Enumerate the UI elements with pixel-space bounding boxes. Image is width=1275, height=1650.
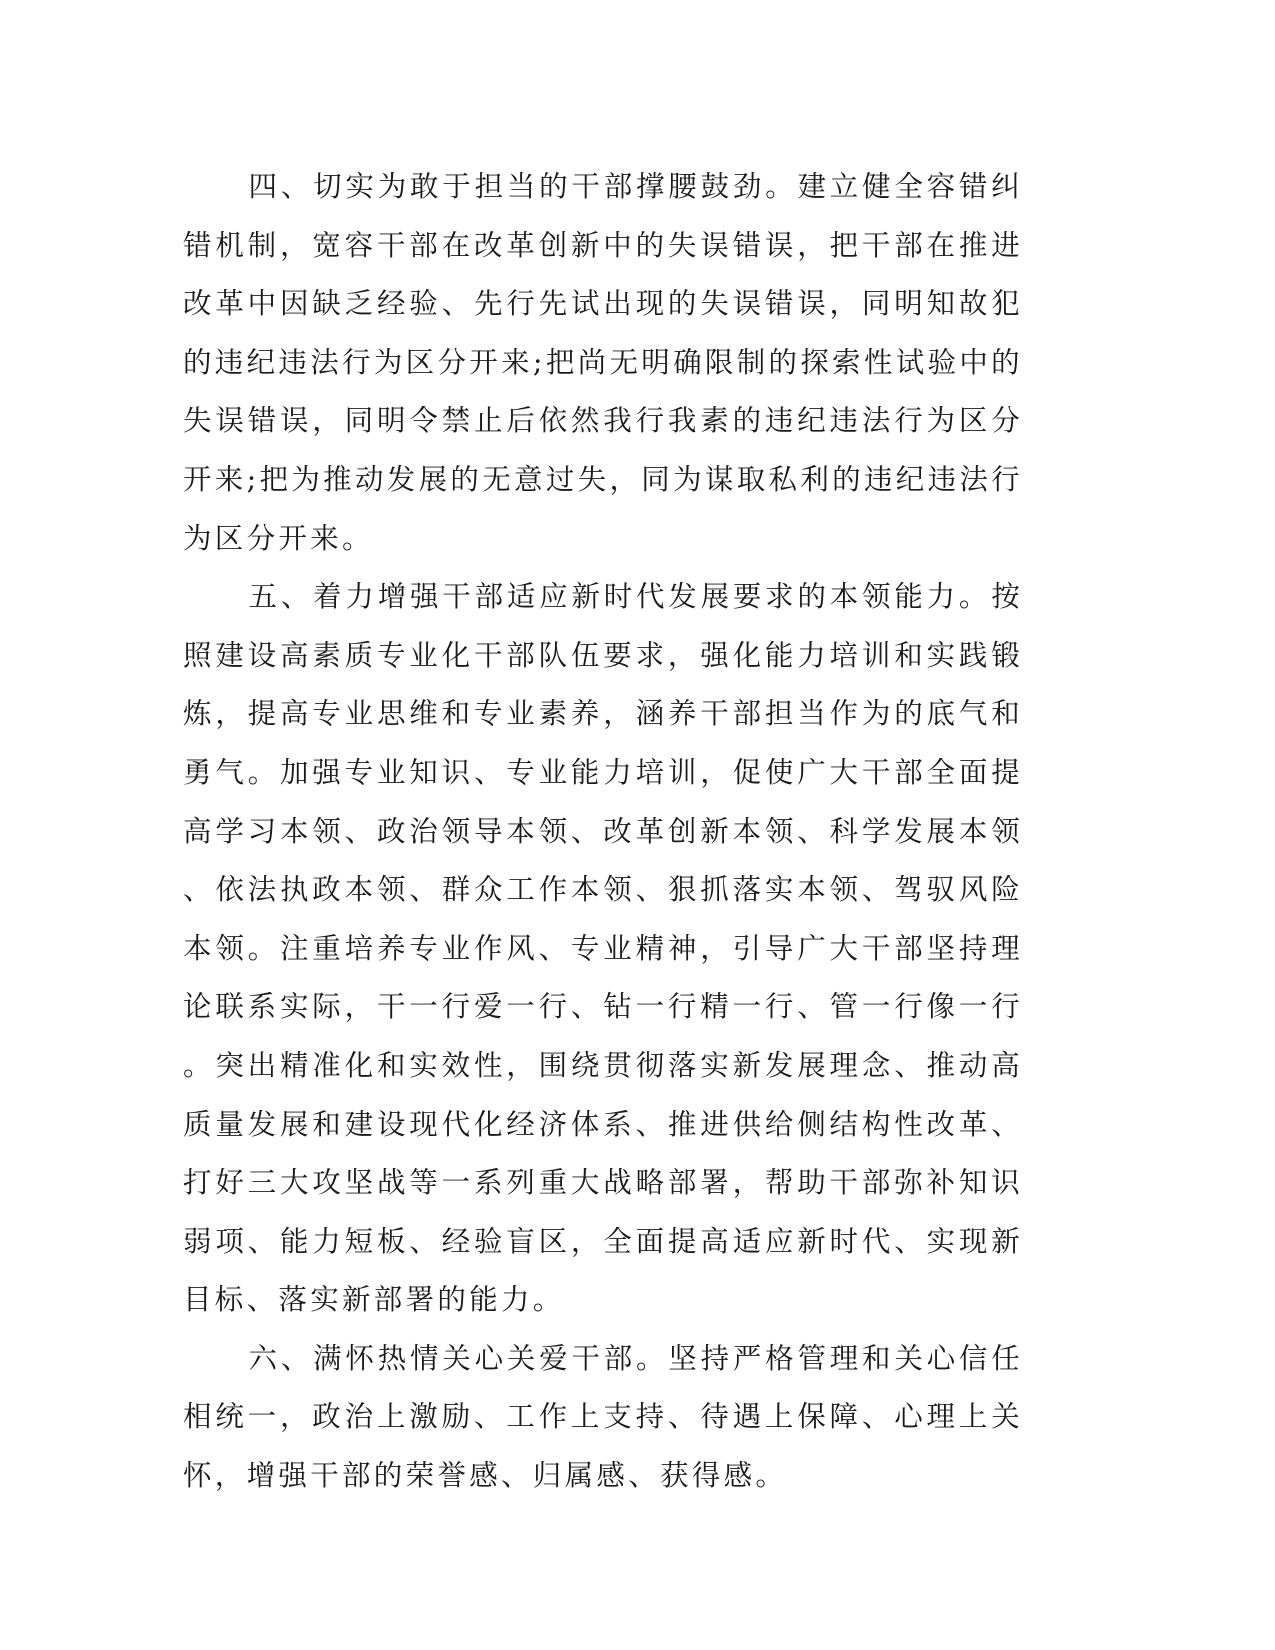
- paragraph-section-five: 五、着力增强干部适应新时代发展要求的本领能力。按照建设高素质专业化干部队伍要求，强化能力培训和实践锻炼，提高专业思维和专业素养，涵养干部担当作为的底气和勇气。加强专业知识、专业能力培训，促使广大干部全面提高学习本领、政治领导本领、改革创新本领、科学发展本领、依法执政本领、群众工作本领、狠抓落实本领、驾驭风险本领。注重培养专业作风、专业精神，引导广大干部坚持理论联系实际，干一行爱一行、钻一行精一行、管一行像一行。突出精准化和实效性，围绕贯彻落实新发展理念、推动高质量发展和建设现代化经济体系、推进供给侧结构性改革、打好三大攻坚战等一系列重大战略部署，帮助干部弥补知识弱项、能力短板、经验盲区，全面提高适应新时代、实现新目标、落实新部署的能力。: [183, 580, 1023, 1317]
- paragraph-section-four: 四、切实为敢于担当的干部撑腰鼓劲。建立健全容错纠错机制，宽容干部在改革创新中的失误错误，把干部在推进改革中因缺乏经验、先行先试出现的失误错误，同明知故犯的违纪违法行为区分开来;把尚无明确限制的探索性试验中的失误错误，同明令禁止后依然我行我素的违纪违法行为区分开来;把为推动发展的无意过失，同为谋取私利的违纪违法行为区分开来。: [183, 170, 1023, 555]
- document-body: [183, 158, 1023, 1506]
- paragraph-section-six: 六、满怀热情关心关爱干部。坚持严格管理和关心信任相统一，政治上激励、工作上支持、待遇上保障、心理上关怀，增强干部的荣誉感、归属感、获得感。: [183, 1341, 1023, 1493]
